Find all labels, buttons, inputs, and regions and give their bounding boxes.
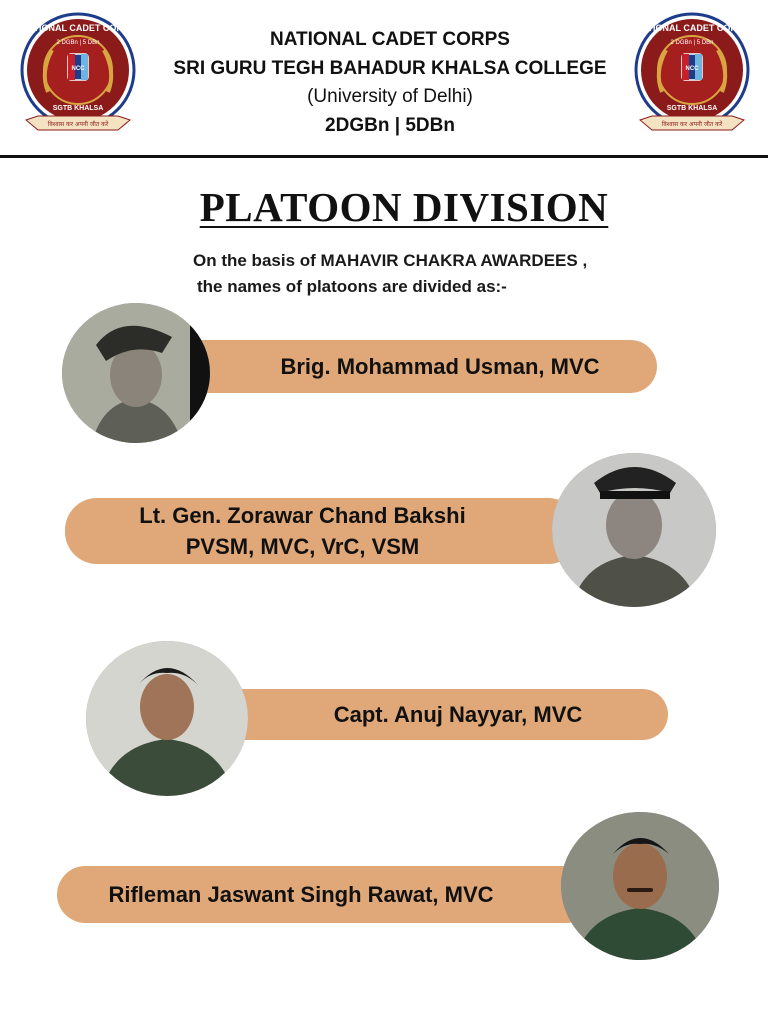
svg-text:विश्वास कर अपनी जीत करें: विश्वास कर अपनी जीत करें	[47, 121, 109, 128]
ncc-logo-left	[18, 12, 138, 137]
portrait-rifleman-jaswant-singh-rawat	[561, 812, 719, 960]
page-title: PLATOON DIVISION	[199, 184, 609, 230]
svg-text:SGTB KHALSA: SGTB KHALSA	[666, 105, 718, 112]
svg-text:NATIONAL CADET CORPS: NATIONAL CADET CORPS	[21, 23, 135, 33]
svg-text:2 DGBn | 5 DBn: 2 DGBn | 5 DBn	[670, 40, 714, 46]
platoon-name-pill-3	[196, 689, 668, 740]
platoon-name-2-line-1: Lt. Gen. Zorawar Chand Bakshi	[139, 503, 466, 528]
platoon-name-pill-2	[65, 498, 580, 564]
platoon-name-pill-1	[165, 340, 657, 393]
platoon-name-2-line-2: PVSM, MVC, VrC, VSM	[185, 534, 420, 559]
portrait-lt-gen-zorawar-chand-bakshi	[552, 453, 716, 607]
platoon-name-3: Capt. Anuj Nayyar, MVC	[333, 702, 583, 727]
platoon-name-pill-4	[57, 866, 595, 923]
intro-text	[193, 248, 587, 300]
platoon-name-4: Rifleman Jaswant Singh Rawat, MVC	[108, 882, 494, 907]
header-line-university: (University of Delhi)	[307, 86, 473, 107]
svg-text:SGTB KHALSA: SGTB KHALSA	[52, 105, 104, 112]
intro-line-1: On the basis of MAHAVIR CHAKRA AWARDEES ,	[193, 251, 588, 270]
svg-text:NCC: NCC	[685, 66, 699, 72]
intro-line-2: the names of platoons are divided as:-	[197, 277, 507, 296]
platoon-name-1: Brig. Mohammad Usman, MVC	[280, 354, 600, 379]
header-text	[140, 26, 640, 140]
svg-text:विश्वास कर अपनी जीत करें: विश्वास कर अपनी जीत करें	[661, 121, 723, 128]
svg-text:2 DGBn | 5 DBn: 2 DGBn | 5 DBn	[56, 40, 100, 46]
svg-text:NATIONAL CADET CORPS: NATIONAL CADET CORPS	[635, 23, 749, 33]
portrait-brig-mohammad-usman	[62, 303, 210, 443]
portrait-capt-anuj-nayyar	[86, 641, 248, 796]
header-line-ncc: NATIONAL CADET CORPS	[270, 29, 510, 50]
header-line-college: SRI GURU TEGH BAHADUR KHALSA COLLEGE	[173, 57, 607, 79]
header-divider	[0, 155, 768, 158]
header-line-battalions: 2DGBn | 5DBn	[325, 114, 455, 136]
header	[0, 0, 768, 158]
svg-text:NCC: NCC	[71, 66, 85, 72]
ncc-logo-right	[632, 12, 752, 137]
